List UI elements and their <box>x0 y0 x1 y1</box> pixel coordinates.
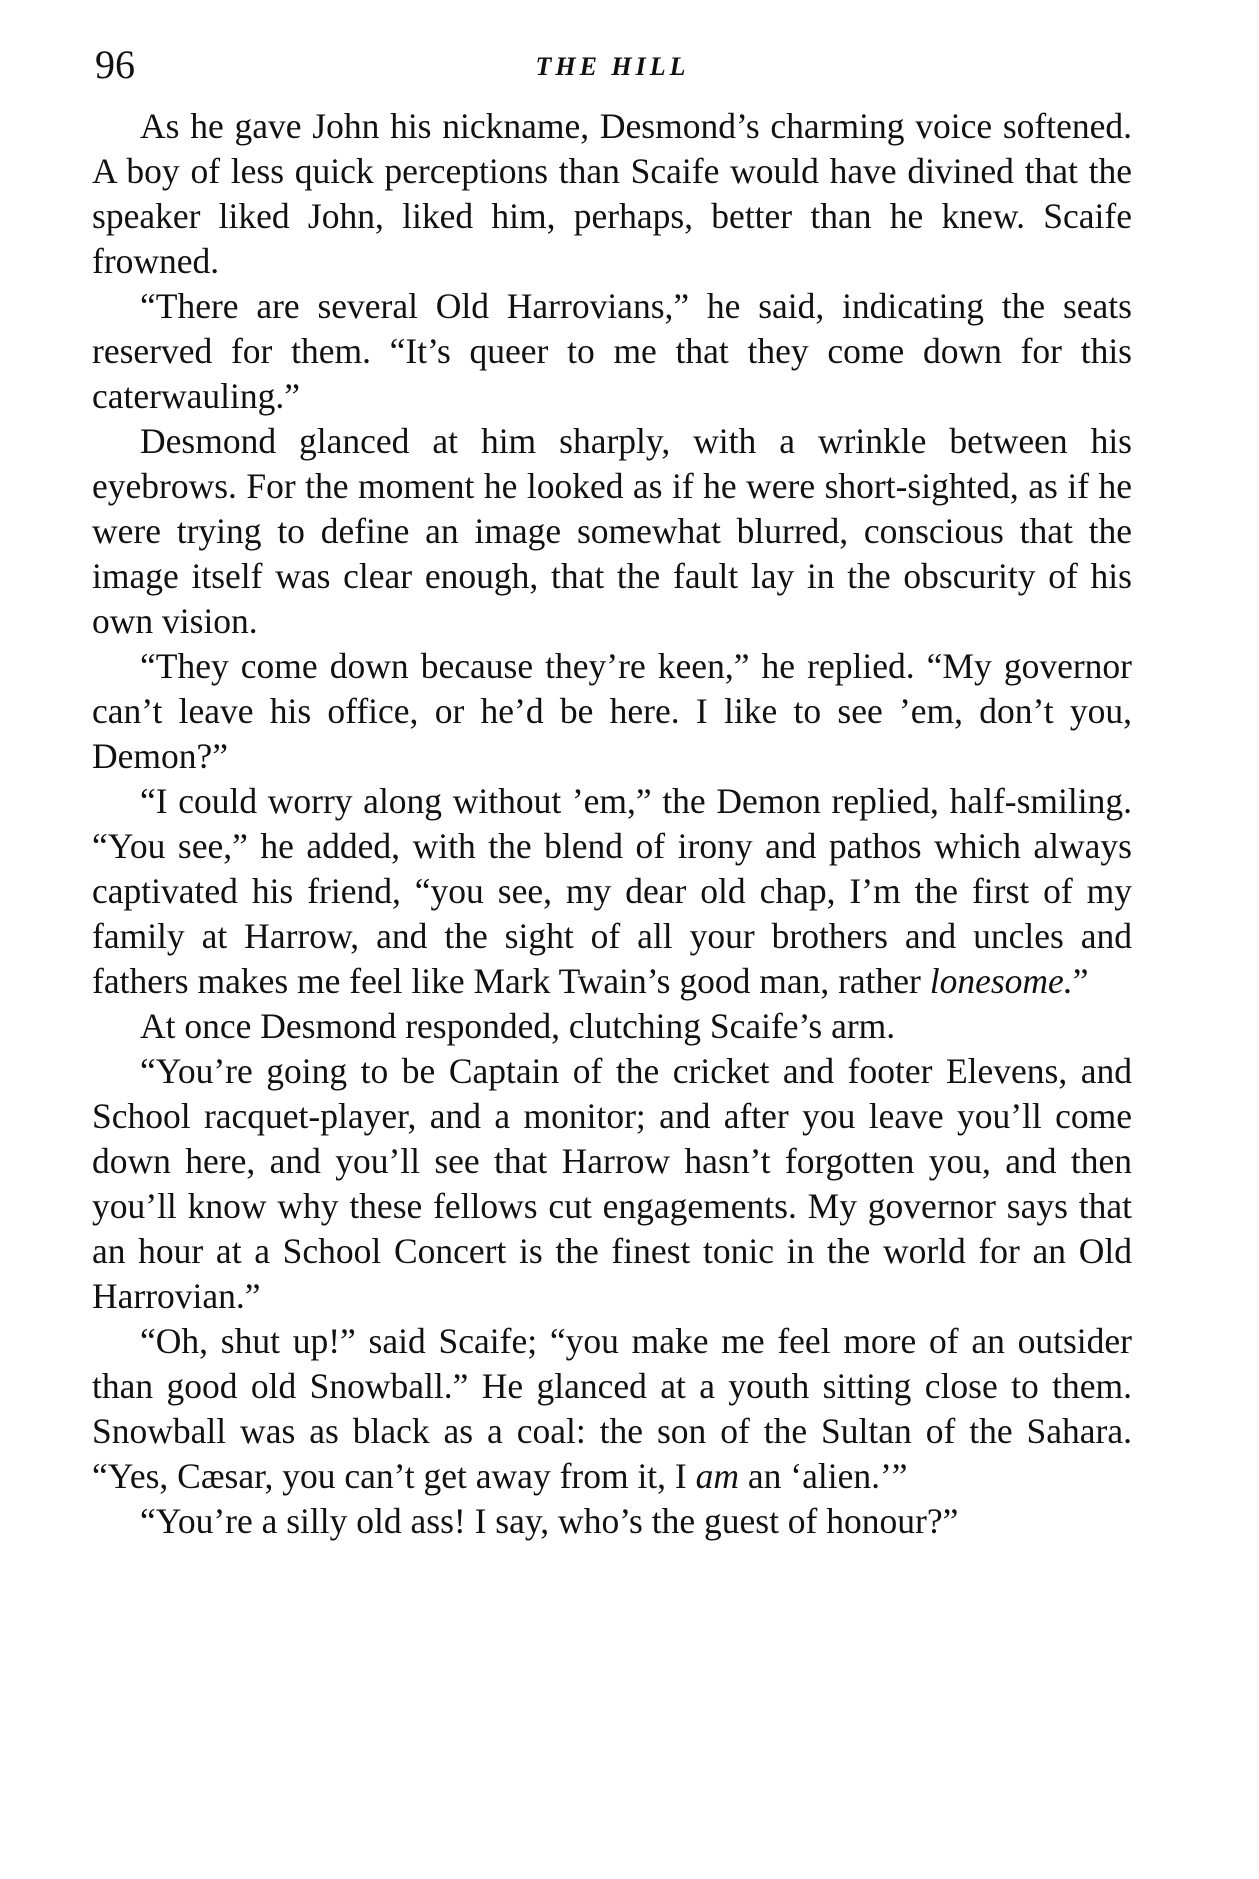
italic-word: am <box>695 1456 740 1496</box>
paragraph: Desmond glanced at him sharply, with a wrinkle between his eyebrows. For the moment he looked as if he were short-sighted, as if he were trying to define an image somewhat blurred, conscious that the image itself was clear enough, that the fault lay in the obscurity of his own vision. <box>92 421 1132 641</box>
paragraph-text: an ‘alien.’” <box>739 1456 908 1496</box>
paragraph: “You’re a silly old ass! I say, who’s the guest of honour?” <box>140 1501 959 1541</box>
paragraph <box>92 779 1132 1004</box>
paragraph: “They come down because they’re keen,” he replied. “My governor can’t leave his office, or he’d be here. I like to see ’em, don’t you, Demon?” <box>92 646 1132 776</box>
paragraph: At once Desmond responded, clutching Scaife’s arm. <box>140 1006 896 1046</box>
running-title: THE HILL <box>535 52 690 81</box>
italic-word: lonesome. <box>929 961 1073 1001</box>
page-header <box>95 40 1130 90</box>
paragraph: As he gave John his nickname, Desmond’s charming voice softened. A boy of less quick perceptions than Scaife would have divined that the speaker liked John, liked him, perhaps, better than he knew. Scaife frowned. <box>92 106 1132 281</box>
paragraph-text: ” <box>1072 961 1089 1001</box>
paragraph: “There are several Old Harrovians,” he said, indicating the seats reserved for them. “It’s queer to me that they come down for this caterwauling.” <box>92 286 1132 416</box>
paragraph-text: “I could worry along without ’em,” the Demon replied, half-smiling. “You see,” he added, with the blend of irony and pathos which always captivated his friend, “you see, my dear old chap, I’m the first of my family at Harrow, and the sight of all your brothers and uncles and fathers makes me feel like Mark Twain’s good man, rather <box>92 781 1132 1001</box>
page-number: 96 <box>95 42 135 87</box>
body-text <box>92 104 1132 1544</box>
paragraph <box>92 1319 1132 1499</box>
paragraph-text: “Oh, shut up!” said Scaife; “you make me feel more of an outsider than good old Snowball.” He glanced at a youth sitting close to them. Snowball was as black as a coal: the son of the Sultan of the Sahara. “Yes, Cæsar, you can’t get away from it, I <box>92 1321 1132 1496</box>
paragraph: “You’re going to be Captain of the cricket and footer Elevens, and School racquet-player, and a monitor; and after you leave you’ll come down here, and you’ll see that Harrow hasn’t forgotten you, and then you’ll know why these fellows cut engagements. My governor says that an hour at a School Concert is the finest tonic in the world for an Old Harrovian.” <box>92 1051 1132 1316</box>
